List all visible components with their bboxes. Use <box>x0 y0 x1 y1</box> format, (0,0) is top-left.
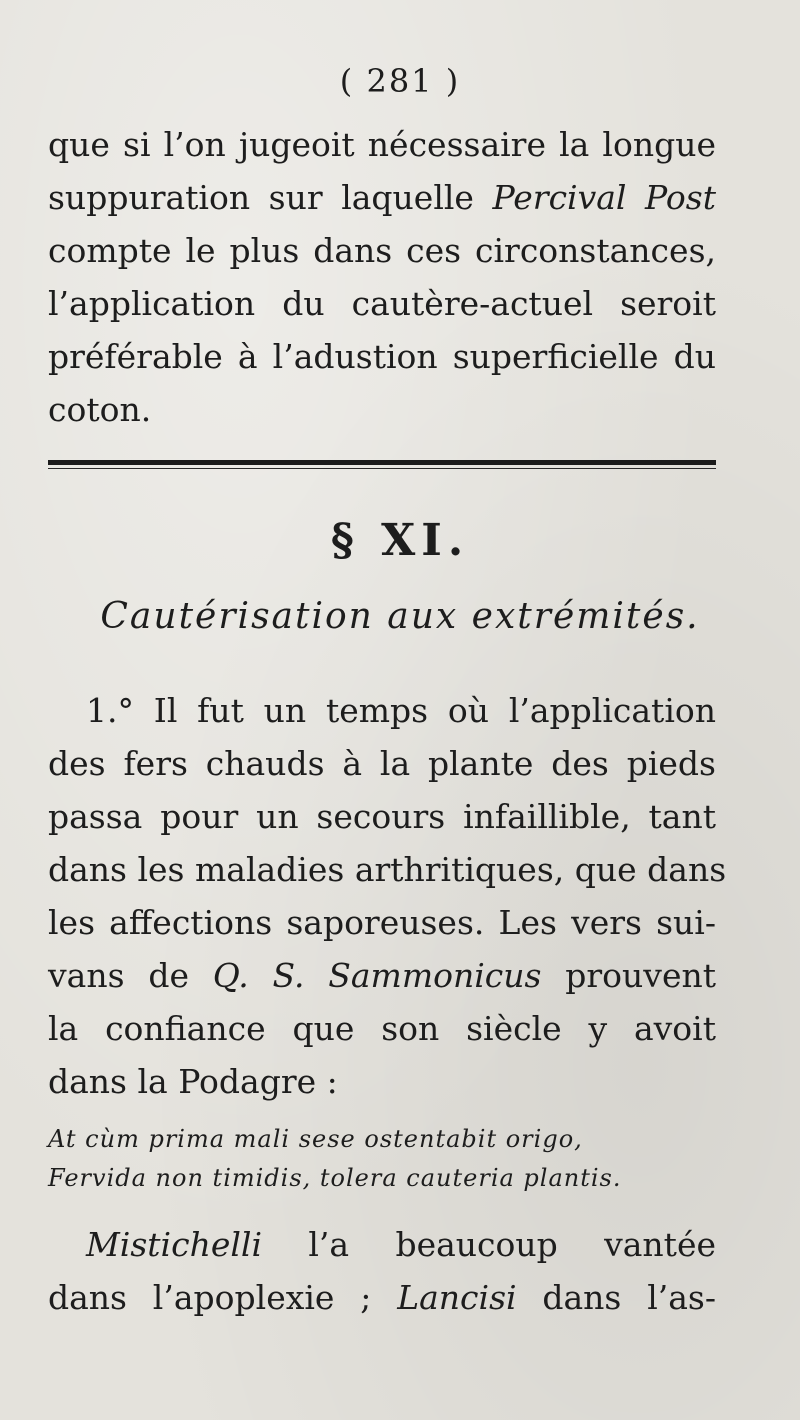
author-name: Q. S. Sammonicus <box>212 956 542 995</box>
text-line: passa pour un secours infaillible, tant <box>48 797 716 836</box>
text-line: vans de Q. S. Sammonicus prouvent <box>48 956 716 995</box>
author-name: Lancisi <box>397 1278 517 1317</box>
paragraph-next <box>48 1218 716 1324</box>
page-number: ( 281 ) <box>339 62 461 100</box>
paragraph-continued <box>48 118 716 436</box>
text-line: des fers chauds à la plante des pieds <box>48 744 716 783</box>
text-line: la confiance que son siècle y avoit <box>48 1009 716 1048</box>
section-divider <box>48 460 716 469</box>
text-line: compte le plus dans ces circonstances, <box>48 231 716 270</box>
divider-thick-rule <box>48 460 716 465</box>
section-title: Cautérisation aux extrémités. <box>100 596 700 637</box>
divider-thin-rule <box>48 468 716 469</box>
text-line: suppuration sur laquelle Percival Post <box>48 178 716 217</box>
text-line: les affections saporeuses. Les vers sui- <box>48 903 716 942</box>
verse-line: Fervida non timidis, tolera cauteria plantis. <box>48 1164 622 1192</box>
text-line: dans la Podagre : <box>48 1062 338 1101</box>
text-line: dans les maladies arthritiques, que dans <box>48 850 727 889</box>
author-name: Percival Post <box>492 178 716 217</box>
text-line: dans l’apoplexie ; Lancisi dans l’as- <box>48 1278 716 1317</box>
text-line: coton. <box>48 390 152 429</box>
section-heading: § XI. <box>330 515 470 566</box>
text-line: préférable à l’adustion superficielle du <box>48 337 716 376</box>
text-line: Mistichelli l’a beaucoup vantée <box>86 1225 716 1264</box>
author-name: Mistichelli <box>86 1225 263 1264</box>
verse-line: At cùm prima mali sese ostentabit origo, <box>48 1125 583 1153</box>
text-line: 1.° Il fut un temps où l’application <box>86 691 716 730</box>
text-line: l’application du cautère-actuel seroit <box>48 284 716 323</box>
text-line: que si l’on jugeoit nécessaire la longue <box>48 125 716 164</box>
paragraph-section <box>48 684 727 1108</box>
